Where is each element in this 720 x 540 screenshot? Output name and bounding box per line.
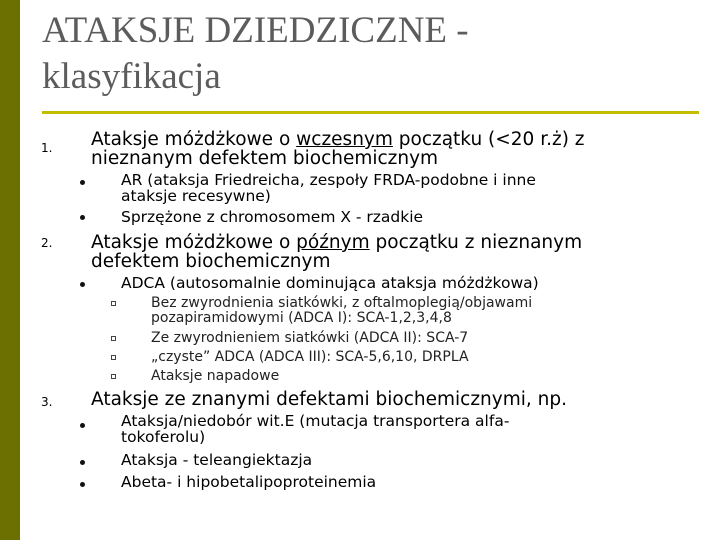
- section-2-subitem-1: Bez zwyrodnienia siatkówki, z oftalmoplegią/objawami: [151, 295, 533, 311]
- section-2-subitem-4: Ataksje napadowe: [151, 368, 280, 384]
- left-accent-bar: [0, 0, 20, 540]
- slide-title: [42, 8, 702, 100]
- bullet-dot-icon: [80, 482, 85, 487]
- bullet-dot-icon: [80, 215, 85, 220]
- section-1-bullet-1: AR (ataksja Friedreicha, zespoły FRDA-podobne i inne: [121, 171, 536, 189]
- section-3-bullet-2: Ataksja - teleangiektazja: [121, 451, 313, 469]
- bullet-dot-icon: [80, 460, 85, 465]
- section-3-bullet-3: Abeta- i hipobetalipoproteinemia: [121, 473, 377, 491]
- bullet-dot-icon: [80, 282, 85, 287]
- section-2-heading-line-2: defektem biochemicznym: [91, 251, 331, 272]
- bullet-square-icon: [111, 301, 116, 306]
- section-3-heading: Ataksje ze znanymi defektami biochemicznymi, np.: [91, 389, 567, 410]
- section-2-subitem-3: „czyste” ADCA (ADCA III): SCA-5,6,10, DRPLA: [151, 349, 469, 365]
- underlined-word: późnym: [296, 232, 370, 253]
- section-1-bullet-2: Sprzężone z chromosomem X - rzadkie: [121, 208, 424, 226]
- underlined-word: wczesnym: [296, 129, 393, 150]
- section-3-number: 3.: [41, 395, 53, 409]
- title-line-1: ATAKSJE DZIEDZICZNE -: [42, 10, 469, 51]
- bullet-square-icon: [111, 355, 116, 360]
- section-3-bullet-1-line-2: tokoferolu): [121, 428, 206, 446]
- section-1-heading: Ataksje móżdżkowe o wczesnym początku (<20 r.ż) z: [91, 129, 585, 150]
- section-2-number: 2.: [41, 236, 53, 250]
- bullet-square-icon: [111, 336, 116, 341]
- section-2-heading: Ataksje móżdżkowe o późnym początku z nieznanym: [91, 232, 583, 253]
- section-2-bullet-1: ADCA (autosomalnie dominująca ataksja móżdżkowa): [121, 274, 539, 292]
- section-3-bullet-1: Ataksja/niedobór wit.E (mutacja transportera alfa-: [121, 412, 510, 430]
- bullet-dot-icon: [80, 180, 85, 185]
- section-2-subitem-1-line-2: pozapiramidowymi (ADCA I): SCA-1,2,3,4,8: [151, 310, 452, 326]
- bullet-dot-icon: [80, 423, 85, 428]
- section-1-bullet-1-line-2: ataksje recesywne): [121, 187, 271, 205]
- title-underline-rule: [42, 111, 699, 114]
- section-2-subitem-2: Ze zwyrodnieniem siatkówki (ADCA II): SCA-7: [151, 330, 469, 346]
- title-line-2: klasyfikacja: [42, 56, 221, 97]
- bullet-square-icon: [111, 374, 116, 379]
- section-1-number: 1.: [41, 141, 53, 155]
- section-1-heading-line-2: nieznanym defektem biochemicznym: [91, 148, 439, 169]
